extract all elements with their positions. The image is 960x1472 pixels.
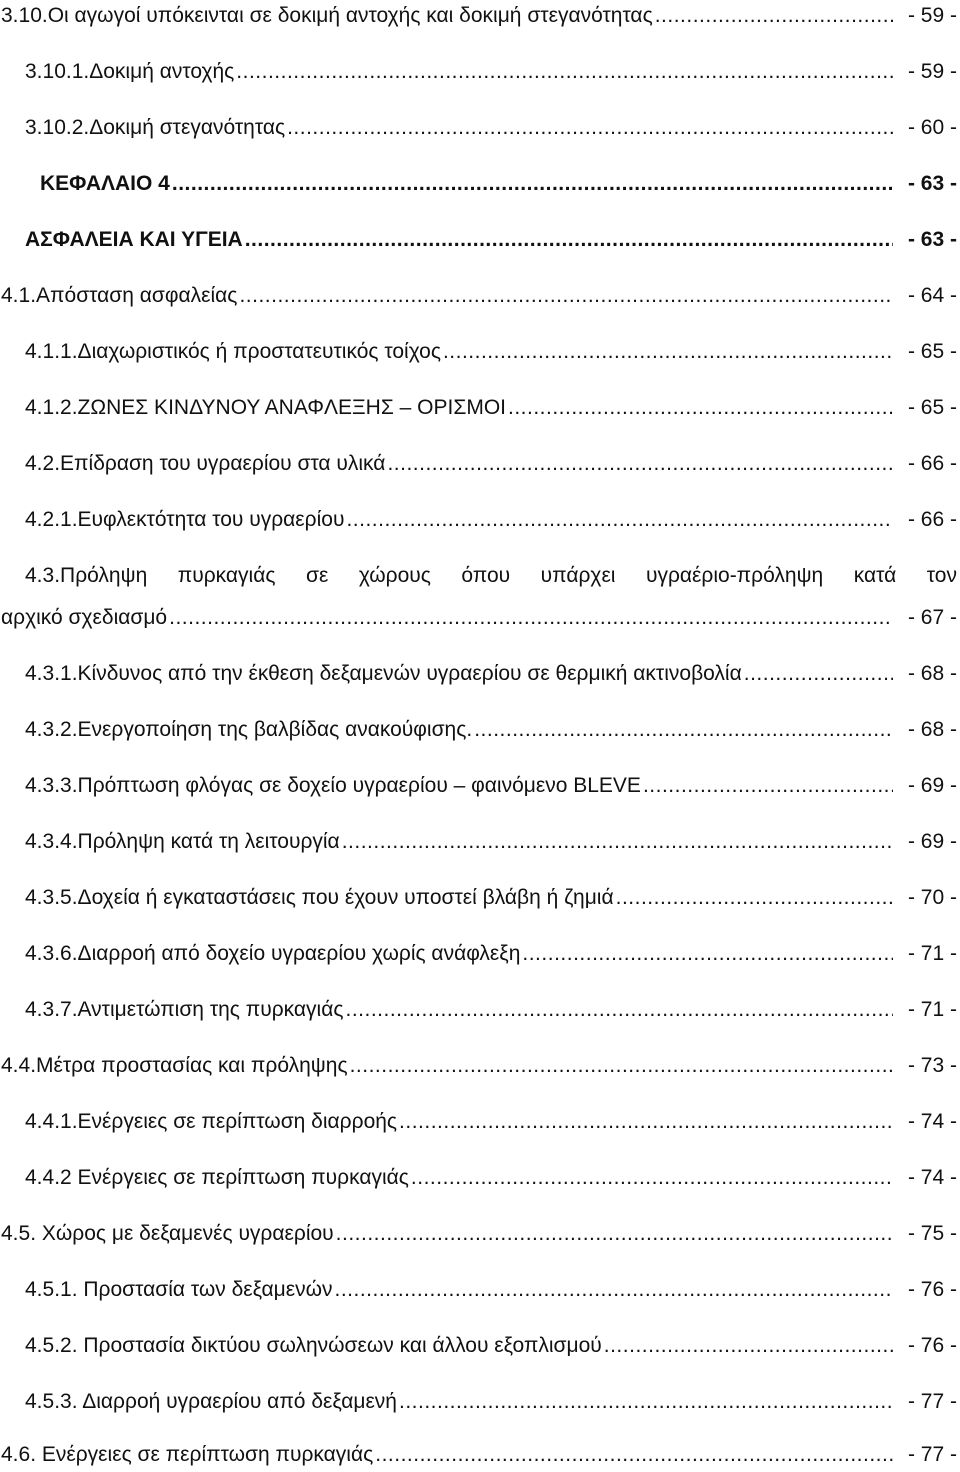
toc-entry-wrapped-line[interactable] bbox=[25, 562, 957, 590]
toc-word: πυρκαγιάς bbox=[177, 564, 276, 587]
toc-entry-title: 4.3.3.Πρόπτωση φλόγας σε δοχείο υγραερίου – φαινόμενο BLEVE bbox=[25, 774, 641, 797]
toc-entry-page: - 74 - bbox=[907, 1166, 957, 1189]
toc-entry[interactable] bbox=[1, 2, 957, 30]
toc-entry-title: 4.6. Ενέργειες σε περίπτωση πυρκαγιάς bbox=[1, 1443, 374, 1466]
toc-entry[interactable] bbox=[25, 338, 957, 366]
toc-entry[interactable] bbox=[25, 1388, 957, 1416]
toc-leader-dots bbox=[655, 2, 893, 30]
toc-entry[interactable] bbox=[25, 940, 957, 968]
toc-word: τον bbox=[926, 564, 957, 587]
toc-leader-dots bbox=[616, 884, 893, 912]
toc-entry-title: ΑΣΦΑΛΕΙΑ ΚΑΙ ΥΓΕΙΑ bbox=[25, 228, 243, 251]
toc-entry-page: - 66 - bbox=[907, 508, 957, 531]
toc-entry[interactable] bbox=[1, 1220, 957, 1248]
toc-leader-dots bbox=[239, 282, 893, 310]
toc-entry-page: - 74 - bbox=[907, 1110, 957, 1133]
toc-entry-chapter-title[interactable] bbox=[25, 226, 957, 254]
toc-entry[interactable] bbox=[25, 450, 957, 478]
toc-leader-dots bbox=[236, 58, 893, 86]
toc-entry-page: - 75 - bbox=[907, 1222, 957, 1245]
toc-entry-page: - 68 - bbox=[907, 718, 957, 741]
toc-entry-title: 4.5.2. Προστασία δικτύου σωληνώσεων και άλλου εξοπλισμού bbox=[25, 1334, 602, 1357]
toc-entry-page: - 76 - bbox=[907, 1278, 957, 1301]
toc-entry-page: - 68 - bbox=[907, 662, 957, 685]
toc-leader-dots bbox=[744, 660, 893, 688]
toc-leader-dots bbox=[172, 170, 893, 198]
toc-entry-page: - 77 - bbox=[907, 1390, 957, 1413]
toc-leader-dots bbox=[287, 114, 893, 142]
toc-entry[interactable] bbox=[25, 394, 957, 422]
toc-entry-title: 4.1.1.Διαχωριστικός ή προστατευτικός τοίχος bbox=[25, 340, 441, 363]
toc-entry-chapter[interactable] bbox=[40, 170, 957, 198]
toc-entry[interactable] bbox=[25, 1332, 957, 1360]
toc-leader-dots bbox=[350, 1052, 893, 1080]
toc-entry[interactable] bbox=[25, 996, 957, 1024]
toc-entry[interactable] bbox=[25, 828, 957, 856]
toc-entry-title: 4.1.Απόσταση ασφαλείας bbox=[1, 284, 238, 307]
toc-entry-page: - 76 - bbox=[907, 1334, 957, 1357]
toc-leader-dots bbox=[387, 450, 893, 478]
toc-entry-title: 3.10.2.Δοκιμή στεγανότητας bbox=[25, 116, 286, 139]
toc-word: όπου bbox=[461, 564, 511, 587]
toc-entry[interactable] bbox=[25, 772, 957, 800]
toc-leader-dots bbox=[604, 1332, 893, 1360]
toc-leader-dots bbox=[334, 1276, 893, 1304]
toc-leader-dots bbox=[643, 772, 893, 800]
toc-entry-page: - 67 - bbox=[907, 606, 957, 629]
toc-entry[interactable] bbox=[1, 1441, 957, 1469]
toc-entry[interactable] bbox=[25, 1276, 957, 1304]
toc-entry-page: - 77 - bbox=[907, 1443, 957, 1466]
toc-leader-dots bbox=[508, 394, 893, 422]
toc-entry-page: - 63 - bbox=[907, 228, 957, 251]
toc-word: κατά bbox=[853, 564, 897, 587]
toc-leader-dots bbox=[169, 604, 893, 632]
toc-entry-title: 4.5.3. Διαρροή υγραερίου από δεξαμενή bbox=[25, 1390, 397, 1413]
toc-entry-title: 4.3.1.Κίνδυνος από την έκθεση δεξαμενών υγραερίου σε θερμική ακτινοβολία bbox=[25, 662, 742, 685]
toc-entry-title: 4.3.4.Πρόληψη κατά τη λειτουργία bbox=[25, 830, 340, 853]
toc-leader-dots bbox=[443, 338, 893, 366]
toc-word: υγραέριο-πρόληψη bbox=[645, 564, 824, 587]
toc-word: χώρους bbox=[358, 564, 431, 587]
toc-word: σε bbox=[305, 564, 329, 587]
toc-leader-dots bbox=[411, 1164, 893, 1192]
toc-entry-title: 4.3.7.Αντιμετώπιση της πυρκαγιάς bbox=[25, 998, 344, 1021]
toc-entry-page: - 71 - bbox=[907, 998, 957, 1021]
toc-entry-page: - 65 - bbox=[907, 396, 957, 419]
toc-entry-page: - 60 - bbox=[907, 116, 957, 139]
toc-entry-title: 4.5. Χώρος με δεξαμενές υγραερίου bbox=[1, 1222, 334, 1245]
toc-leader-dots bbox=[474, 716, 893, 744]
toc-entry-page: - 59 - bbox=[907, 4, 957, 27]
toc-entry-page: - 69 - bbox=[907, 774, 957, 797]
toc-entry-title: 4.4.1.Ενέργειες σε περίπτωση διαρροής bbox=[25, 1110, 398, 1133]
toc-entry-title-continued: αρχικό σχεδιασμό bbox=[1, 606, 168, 629]
toc-entry[interactable] bbox=[1, 604, 957, 632]
toc-leader-dots bbox=[375, 1441, 893, 1469]
toc-leader-dots bbox=[399, 1388, 893, 1416]
toc-entry[interactable] bbox=[25, 884, 957, 912]
toc-leader-dots bbox=[342, 828, 893, 856]
toc-entry-page: - 71 - bbox=[907, 942, 957, 965]
toc-entry-title: 4.3.2.Ενεργοποίηση της βαλβίδας ανακούφισης. bbox=[25, 718, 473, 741]
toc-entry-title: 3.10.Οι αγωγοί υπόκεινται σε δοκιμή αντοχής και δοκιμή στεγανότητας bbox=[1, 4, 653, 27]
toc-leader-dots bbox=[522, 940, 893, 968]
toc-entry-title: 4.3.5.Δοχεία ή εγκαταστάσεις που έχουν υποστεί βλάβη ή ζημιά bbox=[25, 886, 614, 909]
toc-entry-title: 4.1.2.ΖΩΝΕΣ ΚΙΝΔΥΝΟΥ ΑΝΑΦΛΕΞΗΣ – ΟΡΙΣΜΟΙ bbox=[25, 396, 506, 419]
toc-entry-page: - 66 - bbox=[907, 452, 957, 475]
toc-entry-title: 4.3.6.Διαρροή από δοχείο υγραερίου χωρίς ανάφλεξη bbox=[25, 942, 521, 965]
toc-entry[interactable] bbox=[25, 114, 957, 142]
toc-entry[interactable] bbox=[25, 506, 957, 534]
toc-leader-dots bbox=[346, 506, 893, 534]
toc-entry[interactable] bbox=[25, 660, 957, 688]
toc-leader-dots bbox=[336, 1220, 893, 1248]
toc-word: υπάρχει bbox=[540, 564, 616, 587]
toc-entry-page: - 65 - bbox=[907, 340, 957, 363]
toc-entry-title: 4.2.Επίδραση του υγραερίου στα υλικά bbox=[25, 452, 386, 475]
toc-entry-page: - 59 - bbox=[907, 60, 957, 83]
toc-entry[interactable] bbox=[25, 58, 957, 86]
toc-entry[interactable] bbox=[1, 1052, 957, 1080]
toc-leader-dots bbox=[245, 226, 893, 254]
toc-entry-page: - 73 - bbox=[907, 1054, 957, 1077]
toc-entry-page: - 69 - bbox=[907, 830, 957, 853]
toc-entry-title: 4.2.1.Ευφλεκτότητα του υγραερίου bbox=[25, 508, 345, 531]
toc-entry[interactable] bbox=[25, 1164, 957, 1192]
toc-entry[interactable] bbox=[25, 716, 957, 744]
toc-entry-page: - 63 - bbox=[907, 172, 957, 195]
toc-entry-page: - 70 - bbox=[907, 886, 957, 909]
toc-entry-page: - 64 - bbox=[907, 284, 957, 307]
toc-entry-title: 4.4.2 Ενέργειες σε περίπτωση πυρκαγιάς bbox=[25, 1166, 409, 1189]
toc-word: 4.3.Πρόληψη bbox=[25, 564, 148, 587]
toc-leader-dots bbox=[399, 1108, 893, 1136]
toc-entry-title: ΚΕΦΑΛΑΙΟ 4 bbox=[40, 172, 170, 195]
toc-entry[interactable] bbox=[25, 1108, 957, 1136]
toc-leader-dots bbox=[345, 996, 893, 1024]
toc-entry-title: 3.10.1.Δοκιμή αντοχής bbox=[25, 60, 235, 83]
toc-entry[interactable] bbox=[1, 282, 957, 310]
toc-entry-title: 4.5.1. Προστασία των δεξαμενών bbox=[25, 1278, 333, 1301]
toc-entry-title: 4.4.Μέτρα προστασίας και πρόληψης bbox=[1, 1054, 348, 1077]
